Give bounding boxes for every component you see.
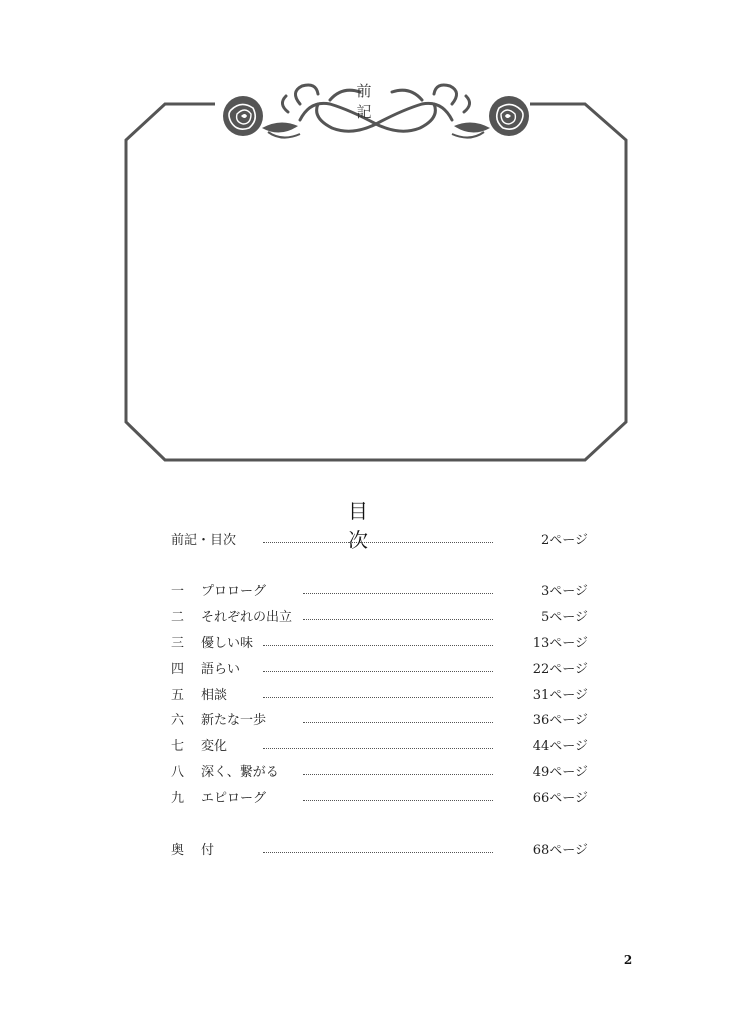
toc-row <box>171 711 588 731</box>
toc-title: 目 次 <box>348 499 390 552</box>
toc-page: 13ページ <box>532 636 588 651</box>
toc-leader <box>303 800 493 801</box>
toc-number: 九 <box>171 791 185 806</box>
toc-number: 八 <box>171 765 185 780</box>
toc-label: 語らい <box>201 662 241 677</box>
toc-leader <box>263 748 493 749</box>
toc-number: 六 <box>171 713 185 728</box>
leaf-icon <box>262 122 300 137</box>
toc-number: 七 <box>171 739 185 754</box>
frame-border <box>126 104 626 460</box>
toc-leader <box>303 593 493 594</box>
toc-label: 付 <box>201 843 215 858</box>
toc-leader <box>263 671 493 672</box>
toc-leader <box>263 542 493 543</box>
page-number: 2 <box>623 953 633 967</box>
toc-number: 一 <box>171 584 185 599</box>
preface-title: 前 記 <box>356 82 382 121</box>
toc-page: 49ページ <box>532 765 588 780</box>
toc-leader <box>263 645 493 646</box>
rose-icon <box>489 96 529 136</box>
toc-label: エピローグ <box>201 791 267 806</box>
toc-leader <box>263 852 493 853</box>
toc-page: 5ページ <box>540 610 588 625</box>
toc-label: プロローグ <box>201 584 267 599</box>
toc-leader <box>303 774 493 775</box>
toc-number: 二 <box>171 610 185 625</box>
toc-page: 3ページ <box>540 584 588 599</box>
toc-number: 四 <box>171 662 185 677</box>
toc-page: 31ページ <box>532 688 588 703</box>
toc-label: 深く、繋がる <box>201 765 279 780</box>
toc-number: 奥 <box>171 843 185 858</box>
toc-label: それぞれの出立 <box>201 610 293 625</box>
toc-page: 66ページ <box>532 791 588 806</box>
rose-icon <box>223 96 263 136</box>
toc-row <box>171 686 588 706</box>
toc-row <box>171 582 588 602</box>
toc-leader <box>263 697 493 698</box>
toc-page: 44ページ <box>532 739 588 754</box>
toc-row <box>171 737 588 757</box>
toc-label: 優しい味 <box>201 636 254 651</box>
toc-label: 前記・目次 <box>171 533 237 548</box>
toc-row <box>171 763 588 783</box>
leaf-icon <box>452 122 490 137</box>
toc-leader <box>303 722 493 723</box>
toc-row <box>171 841 588 861</box>
toc-number: 三 <box>171 636 185 651</box>
toc-label: 新たな一歩 <box>201 713 267 728</box>
toc-page: 2ページ <box>540 533 588 548</box>
toc-leader <box>303 619 493 620</box>
toc-number: 五 <box>171 688 185 703</box>
toc-page: 68ページ <box>532 843 588 858</box>
toc-page: 22ページ <box>532 662 588 677</box>
toc-label: 変化 <box>201 739 228 754</box>
toc-row <box>171 660 588 680</box>
toc-row <box>171 531 588 551</box>
toc-row <box>171 789 588 809</box>
toc-row <box>171 608 588 628</box>
toc-row <box>171 634 588 654</box>
toc-page: 36ページ <box>532 713 588 728</box>
toc-label: 相談 <box>201 688 228 703</box>
